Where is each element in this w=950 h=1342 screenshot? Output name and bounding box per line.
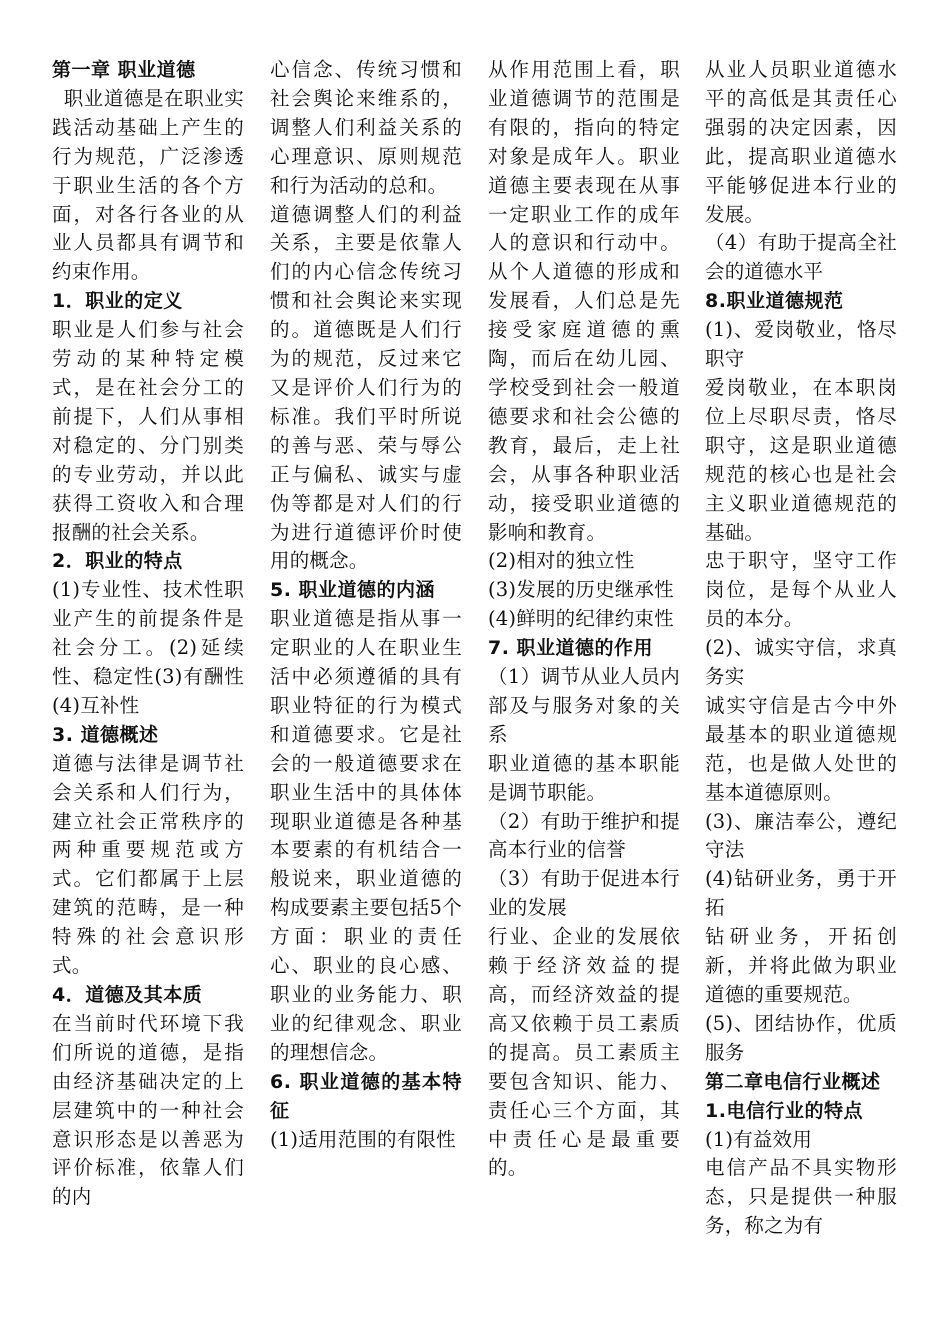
list-item: (2)相对的独立性	[488, 549, 635, 573]
paragraph: 在当前时代环境下我们所说的道德，是指由经济基础决定的上层建筑中的一种社会意识形态是以善恶为评价标准，依靠人们的内	[52, 1011, 244, 1209]
paragraph: 从作用范围上看，职业道德调节的范围是有限的，指向的特定对象是成年人。职业道德主要表现在从事一定职业工作的成年人的意识和行动中。从个人道德的形成和发展看，人们总是先接受家庭道德的熏陶，而后在幼儿园、学校受到社会一般道德要求和社会公德的教育，最后，走上社会，从事各种职业活动，接受职业道德的影响和教育。	[488, 58, 680, 544]
paragraph: 道德与法律是调节社会关系和人们行为，建立社会正常秩序的两种重要规范或方式。它们都属于上层建筑的范畴，是一种特殊的社会意识形式。	[52, 751, 244, 978]
list-item: (4)钻研业务，勇于开拓	[705, 867, 897, 920]
paragraph: 职业道德是在职业实践活动基础上产生的行为规范，广泛渗透于职业生活的各个方面，对各行各业的从业人员都具有调节和约束作用。	[52, 86, 244, 284]
paragraph: 爱岗敬业，在本职岗位上尽职尽责，恪尽职守，这是职业道德规范的核心也是社会主义职业道德规范的基础。	[705, 375, 897, 544]
section-heading: 1．职业的定义	[52, 290, 183, 313]
paragraph: 职业是人们参与社会劳动的某种特定模式，是在社会分工的前提下，人们从事相对稳定的、分门别类的专业劳动，并以此获得工资收入和合理报酬的社会关系。	[52, 318, 244, 544]
section-heading: 1.电信行业的特点	[705, 1099, 863, 1122]
section-heading: 3. 道德概述	[52, 723, 159, 746]
paragraph: (1)适用范围的有限性	[270, 1127, 456, 1151]
paragraph: 诚实守信是古今中外最基本的职业道德规范，也是做人处世的基本道德原则。	[705, 693, 897, 804]
chapter-title: 第一章 职业道德	[52, 59, 196, 81]
list-item: (1)有益效用	[705, 1127, 813, 1151]
paragraph: 道德调整人们的利益关系，主要是依靠人们的内心信念传统习惯和社会舆论来实现的。道德既是人们行为的规范，反过来它又是评价人们行为的标准。我们平时所说的善与恶、荣与辱公正与偏私、诚实与虚伪等都是对人们的行为进行道德评价时使用的概念。	[270, 202, 462, 573]
paragraph: (1)专业性、技术性职业产生的前提条件是社会分工。(2)延续性、稳定性(3)有酬性(4)互补性	[52, 578, 244, 717]
section-heading: 6. 职业道德的基本特征	[270, 1070, 462, 1122]
text-column-2	[270, 56, 462, 1154]
paragraph: 从业人员职业道德水平的高低是其责任心强弱的决定因素，因此，提高职业道德水平能够促进本行业的发展。	[705, 58, 897, 226]
text-column-3	[488, 56, 680, 1183]
paragraph: 行业、企业的发展依赖于经济效益的提高，而经济效益的提高又依赖于员工素质的提高。员工素质主要包含知识、能力、责任心三个方面，其中责任心是最重要的。	[488, 925, 680, 1180]
text-column-1	[52, 56, 244, 1212]
section-heading: 8.职业道德规范	[705, 290, 844, 313]
list-item: (3)发展的历史继承性	[488, 578, 674, 602]
section-heading: 4．道德及其本质	[52, 984, 203, 1006]
text-column-4	[705, 56, 897, 1241]
list-item: (5)、团结协作，优质服务	[705, 1011, 897, 1064]
list-item: （3）有助于促进本行业的发展	[488, 867, 680, 920]
paragraph: 电信产品不具实物形态，只是提供一种服务，称之为有	[705, 1156, 897, 1238]
list-item: (4)鲜明的纪律约束性	[488, 607, 674, 631]
paragraph: 钻研业务，开拓创新，并将此做为职业道德的重要规范。	[705, 925, 897, 1006]
section-heading: 5. 职业道德的内涵	[270, 579, 436, 602]
section-heading: 2．职业的特点	[52, 550, 183, 573]
list-item: （4）有助于提高全社会的道德水平	[705, 231, 897, 284]
list-item: （1）调节从业人员内部及与服务对象的关系	[488, 665, 680, 746]
list-item: （2）有助于维护和提高本行业的信誉	[488, 809, 680, 862]
chapter-title: 第二章电信行业概述	[705, 1070, 881, 1093]
paragraph: 职业道德是指从事一定职业的人在职业生活中必须遵循的具有职业特征的行为模式和道德要求。它是社会的一般道德要求在职业生活中的具体体现职业道德是各种基本要素的有机结合一般说来，职业道德的构成要素主要包括5个方面：职业的责任心、职业的良心感、职业的业务能力、职业的纪律观念、职业的理想信念。	[270, 607, 462, 1064]
paragraph: 心信念、传统习惯和社会舆论来维系的，调整人们利益关系的心理意识、原则规范和行为活动的总和。	[270, 58, 462, 197]
list-item: (2)、诚实守信，求真务实	[705, 636, 897, 689]
list-item: (3)、廉洁奉公，遵纪守法	[705, 809, 897, 862]
paragraph: 职业道德的基本职能是调节职能。	[488, 751, 680, 804]
list-item: (1)、爱岗敬业，恪尽职守	[705, 318, 897, 371]
paragraph: 忠于职守，坚守工作岗位，是每个从业人员的本分。	[705, 549, 897, 631]
section-heading: 7. 职业道德的作用	[488, 637, 654, 660]
